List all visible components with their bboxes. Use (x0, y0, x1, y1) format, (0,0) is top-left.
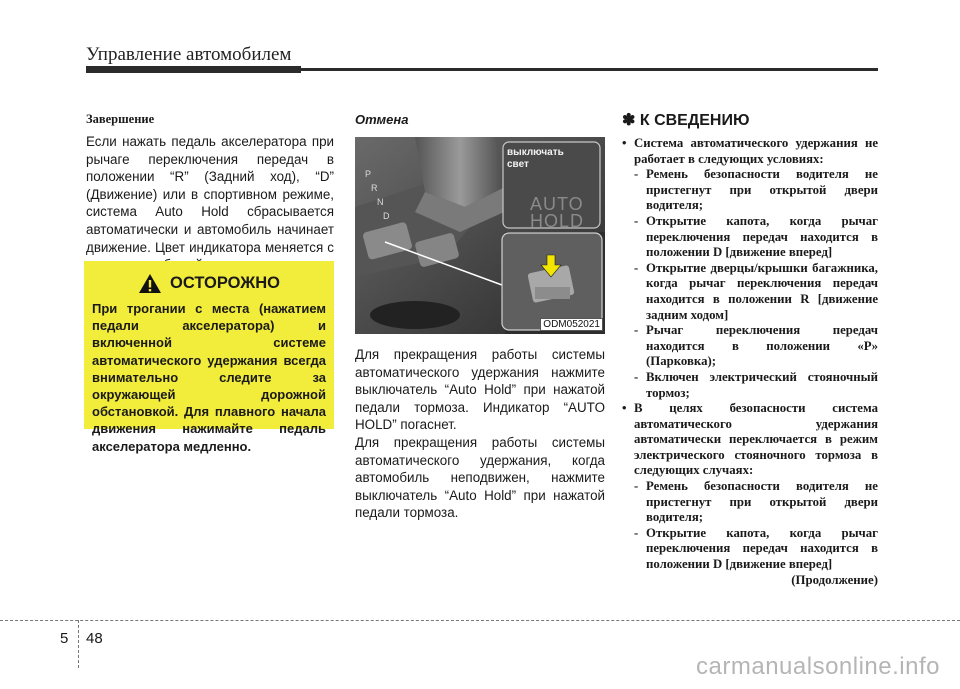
cancel-text (355, 346, 605, 522)
info-body (622, 136, 878, 588)
gear-letter-d: D (383, 211, 390, 221)
cancel-paragraph-2: Для прекращения работы системы автоматического удержания, когда автомобиль неподвижен, нажмите выключатель “Auto Hold” при нажатой педали тормоза. (355, 434, 605, 521)
warning-box (84, 261, 334, 454)
info-item: - Открытие капота, когда рычаг переключения передач находится в положении D [движение вперед] (634, 525, 878, 572)
info-item: - Ремень безопасности водителя не пристегнут при открытой двери водителя; (634, 479, 878, 525)
watermark: carmanualsonline.info (696, 653, 940, 680)
info-title-text: К СВЕДЕНИЮ (639, 112, 750, 129)
continued-label: (Продолжение) (791, 572, 878, 587)
info-marker-icon: ✽ (622, 112, 636, 129)
cancel-paragraph-1: Для прекращения работы системы автоматического удержания нажмите выключатель “Auto Hold” при нажатой педали тормоза. Индикатор “AUTO HOLD” погаснет. (355, 347, 605, 433)
section-title: Завершение (86, 112, 155, 126)
release-paragraph: Если нажать педаль акселератора при рычаге переключения передач в положении “R” (Задний ход), “D” (Движение) или в спортивном режиме, система Auto Hold сбрасывается автоматически и автомобиль начинает движение. Цвет индикатора меняется с (86, 134, 334, 255)
middle-column (355, 112, 605, 522)
cancel-subtitle: Отмена (355, 112, 409, 127)
header-rule-accent (86, 66, 301, 73)
warning-text: При трогании с места (нажатием педали акселератора) и включенной системе автоматического удержания всегда внимательно следите за окружающей дорожной обстановкой. Для плавного начала движения нажимайте педаль акселератора медленно. (92, 301, 326, 454)
auto-hold-display-line2: HOLD (530, 211, 585, 231)
page-header-title: Управление автомобилем (86, 44, 292, 65)
auto-hold-display-line1: AUTO (530, 194, 584, 214)
left-column (86, 112, 334, 274)
callout-label: выключать свет (507, 147, 564, 170)
warning-header (92, 273, 326, 294)
figure-code: ODM052021 (540, 318, 603, 331)
gear-letter-n: N (377, 197, 384, 207)
gear-letter-p: P (365, 169, 372, 179)
info-item: - Включен электрический стояночный тормоз; (634, 369, 878, 400)
warning-triangle-icon (138, 273, 162, 294)
right-column (622, 110, 878, 588)
info-item: - Рычаг переключения передач находится в положении «P» (Парковка); (634, 323, 878, 369)
gear-letter-r: R (371, 183, 378, 193)
auto-hold-figure (355, 137, 605, 334)
info-title (622, 110, 878, 130)
chapter-number: 5 (60, 630, 69, 647)
page-number: 48 (86, 630, 103, 647)
warning-title: ОСТОРОЖНО (170, 274, 280, 292)
info-item: - Открытие дверцы/крышки багажника, когда рычаг переключения передач находится в положении R [движение задним ходом] (634, 260, 878, 322)
footer-divider (78, 620, 79, 668)
footer-rule (0, 620, 960, 621)
info-bullet-1: • Система автоматического удержания не работает в следующих условиях: (622, 136, 878, 166)
info-item: - Открытие капота, когда рычаг переключения передач находится в положении D [движение вперед] (634, 213, 878, 260)
info-item: - Ремень безопасности водителя не пристегнут при открытой двери водителя; (634, 167, 878, 213)
info-bullet-2: • В целях безопасности система автоматического удержания автоматически переключается в режим электрического стояночного тормоза в следующих случаях: (622, 401, 878, 478)
